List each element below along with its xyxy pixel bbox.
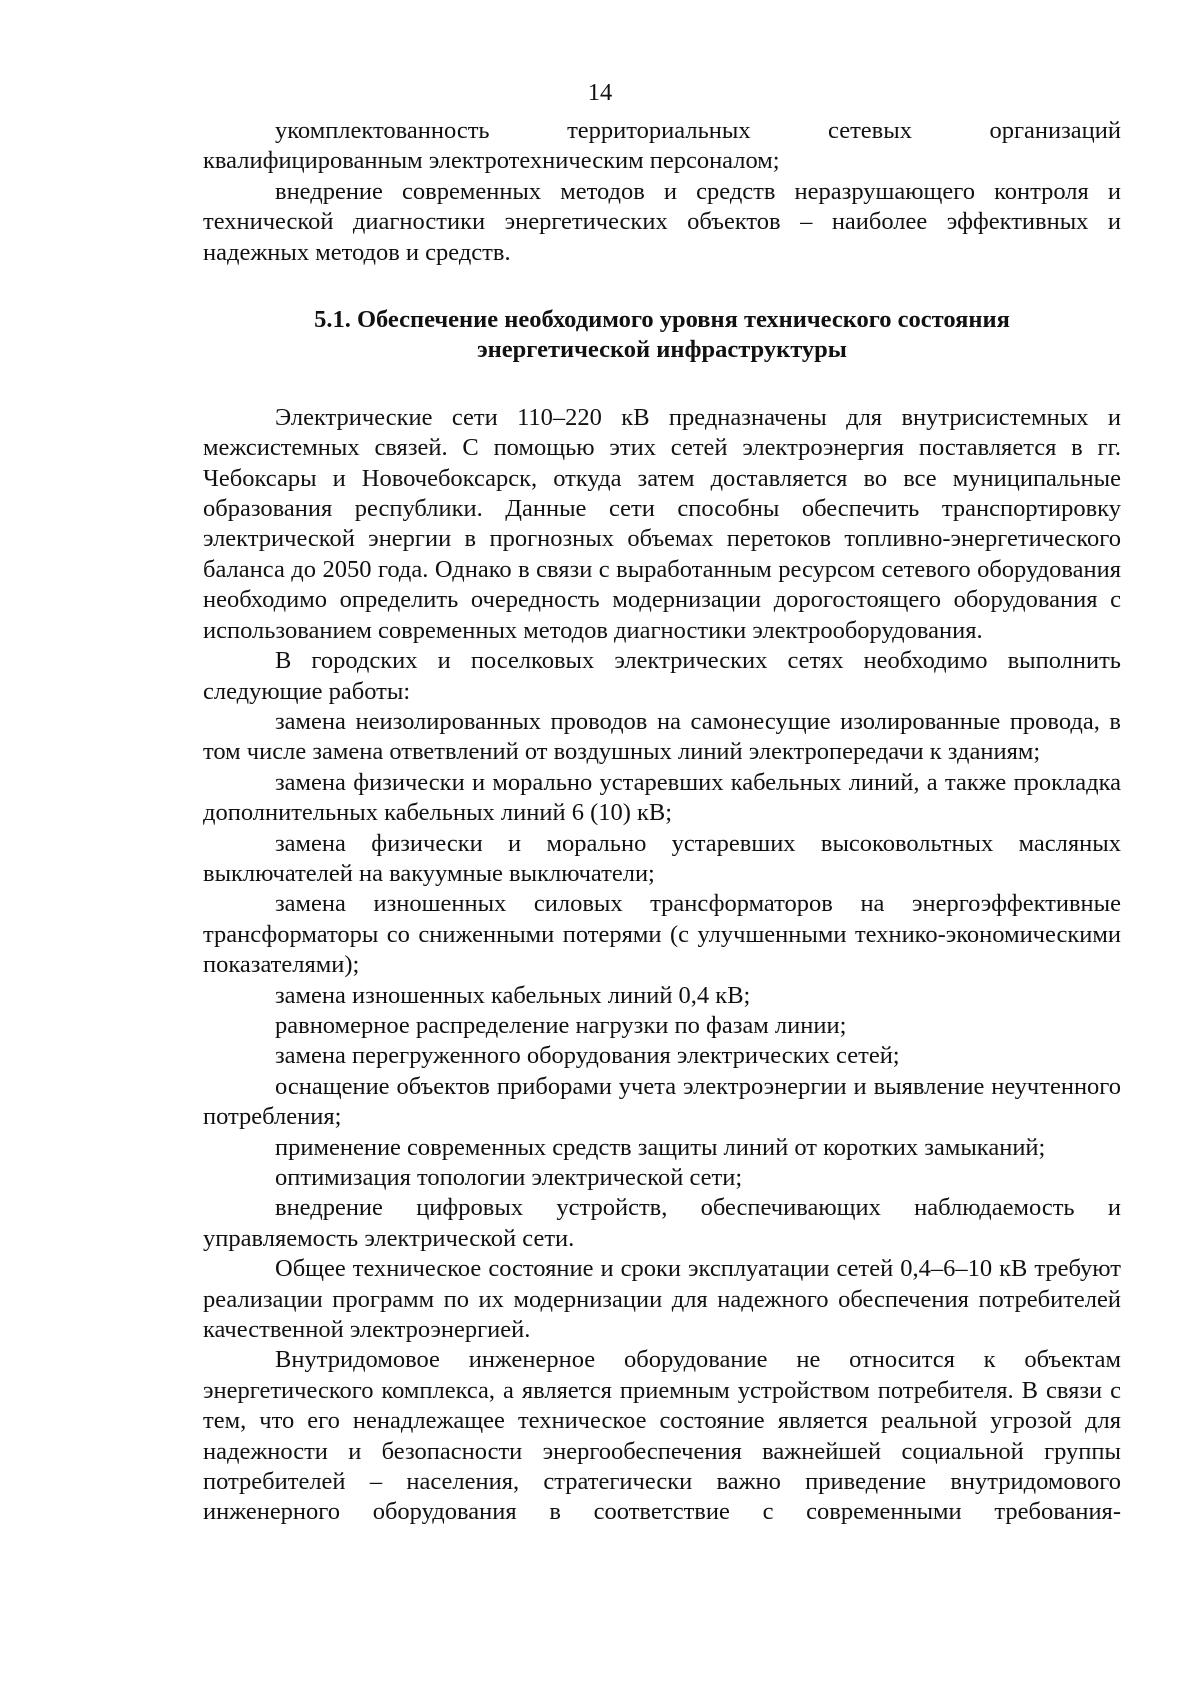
paragraph: В городских и поселковых электрических сетях необходимо выполнить следующие работы: [203,647,1121,705]
section-heading-line: 5.1. Обеспечение необходимого уровня технического состояния [314,306,1010,334]
list-item: замена изношенных силовых трансформаторов на энергоэффективные трансформаторы со сниженными потерями (с улучшенными технико-экономическими показателями); [203,890,1121,979]
list-item: оптимизация топологии электрической сети; [275,1164,743,1191]
paragraph: Общее техническое состояние и сроки эксплуатации сетей 0,4–6–10 кВ требуют реализации программ по их модернизации для надежного обеспечения потребителей качественной электроэнергией. [203,1255,1121,1344]
document-body [203,116,1121,1528]
paragraph: укомплектованность территориальных сетевых организаций квалифицированным электротехническим персоналом; [203,117,1121,175]
list-item: применение современных средств защиты линий от коротких замыканий; [275,1133,1046,1161]
section-heading-line: энергетической инфраструктуры [477,336,847,364]
section-heading [203,305,1121,366]
paragraph: внедрение современных методов и средств неразрушающего контроля и технической диагностики энергетических объектов – наиболее эффективных и надежных методов и средств. [203,177,1121,266]
list-item: равномерное распределение нагрузки по фазам линии; [275,1011,847,1039]
list-item: замена физически и морально устаревших высоковольтных масляных выключателей на вакуумные выключатели; [203,829,1121,887]
list-item: внедрение цифровых устройств, обеспечивающих наблюдаемость и управляемость электрической сети. [203,1194,1121,1252]
page-number: 14 [587,79,613,106]
list-item: оснащение объектов приборами учета электроэнергии и выявление неучтенного потребления; [203,1072,1121,1131]
list-item: замена изношенных кабельных линий 0,4 кВ; [275,981,751,1009]
paragraph: Электрические сети 110–220 кВ предназначены для внутрисистемных и межсистемных связей. С помощью этих сетей электроэнергия поставляется в гг. Чебоксары и Новочебоксарск, откуда затем доставляется во все муниципальные образования республики. Данные сети способны обеспечить транспортировку электрической энергии в прогнозных объемах перетоков топливно-энергетического баланса до 2050 года. Однако в связи с выработанным ресурсом сетевого оборудования необходимо определить очередность модернизации дорогостоящего оборудования с использованием современных методов диагностики электрооборудования. [203,403,1121,644]
paragraph: Внутридомовое инженерное оборудование не относится к объектам энергетического комплекса, а является приемным устройством потребителя. В связи с тем, что его ненадлежащее техническое состояние является реальной угрозой для надежности и безопасности энергообеспечения важнейшей социальной группы потребителей – населения, стратегически важно приведение внутридомового инженерного оборудования в соответствие с современными требования- [203,1346,1121,1526]
list-item: замена физически и морально устаревших кабельных линий, а также прокладка дополнительных кабельных линий 6 (10) кВ; [203,768,1121,827]
list-item: замена неизолированных проводов на самонесущие изолированные провода, в том числе замена ответвлений от воздушных линий электропередачи к зданиям; [203,707,1121,766]
list-item: замена перегруженного оборудования электрических сетей; [275,1042,900,1070]
